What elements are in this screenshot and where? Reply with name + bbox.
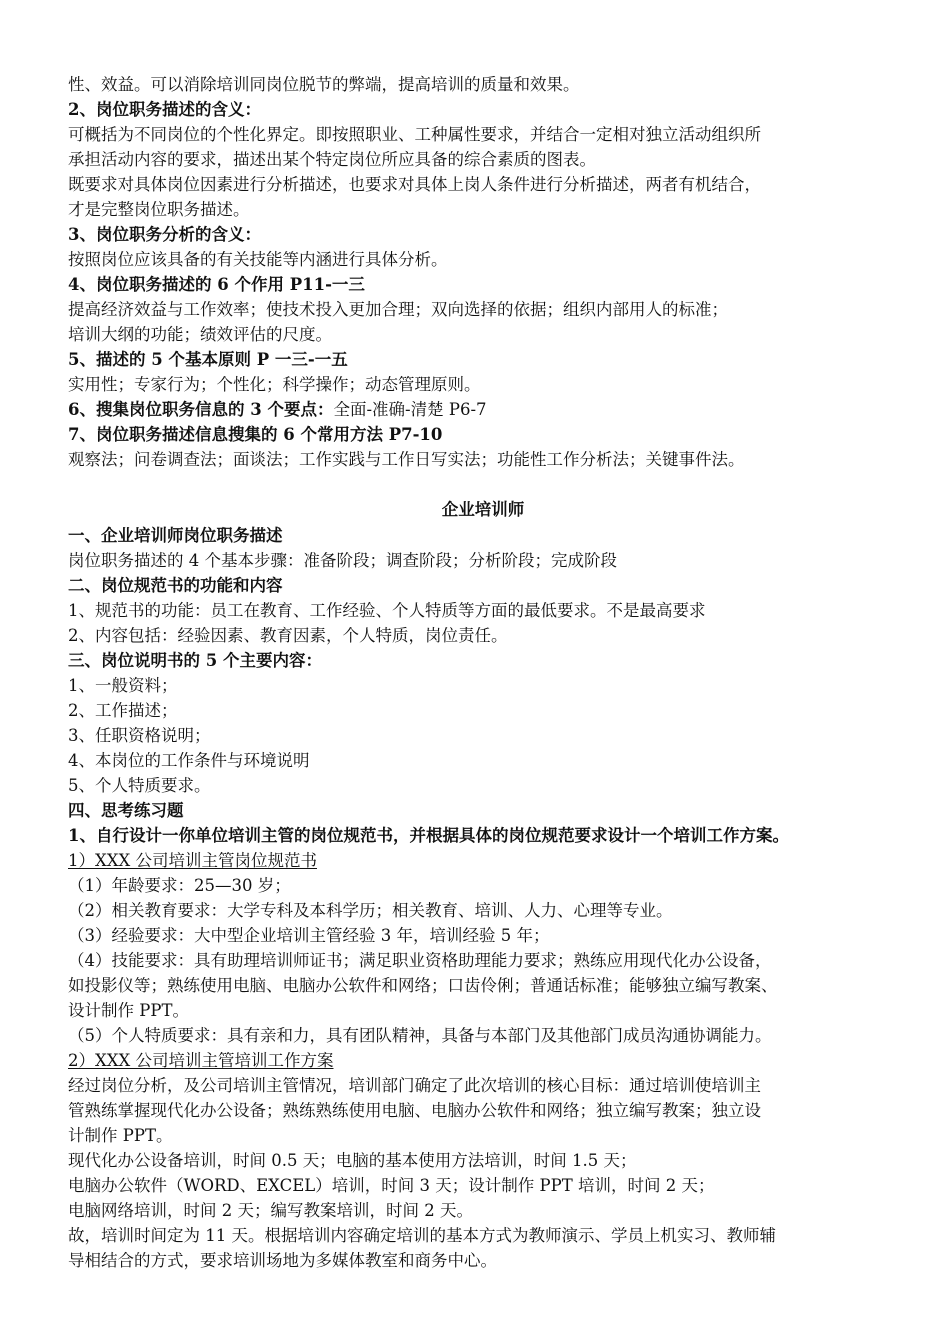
section-heading: 7、岗位职务描述信息搜集的 6 个常用方法 P7-10 (68, 425, 443, 444)
text-line: 性、效益。可以消除培训同岗位脱节的弊端，提高培训的质量和效果。 (68, 75, 580, 94)
list-item: 4、本岗位的工作条件与环境说明 (68, 751, 310, 770)
spacer (68, 472, 898, 496)
text-line: 观察法；问卷调查法；面谈法；工作实践与工作日写实法；功能性工作分析法；关键事件法。 (68, 450, 745, 469)
text-line: 计制作 PPT。 (68, 1126, 173, 1145)
list-item: 5、个人特质要求。 (68, 776, 211, 795)
section-heading: 5、描述的 5 个基本原则 P 一三-一五 (68, 350, 348, 369)
text-line: 2、内容包括：经验因素、教育因素，个人特质，岗位责任。 (68, 626, 508, 645)
text-line: 故，培训时间定为 11 天。根据培训内容确定培训的基本方式为教师演示、学员上机实习、教师辅 (68, 1226, 776, 1245)
text-line: 设计制作 PPT。 (68, 1001, 189, 1020)
text-line: 按照岗位应该具备的有关技能等内涵进行具体分析。 (68, 250, 448, 269)
text-line: 现代化办公设备培训，时间 0.5 天；电脑的基本使用方法培训，时间 1.5 天； (68, 1151, 637, 1170)
text-line: 导相结合的方式，要求培训场地为多媒体教室和商务中心。 (68, 1251, 497, 1270)
text-line: （3）经验要求：大中型企业培训主管经验 3 年，培训经验 5 年； (68, 926, 550, 945)
text-line: 承担活动内容的要求，描述出某个特定岗位所应具备的综合素质的图表。 (68, 150, 596, 169)
section-heading: 3、岗位职务分析的含义： (68, 225, 261, 244)
section-heading: 四、思考练习题 (68, 801, 184, 820)
text-line: 电脑办公软件（WORD、EXCEL）培训，时间 3 天；设计制作 PPT 培训，时间 2 天； (68, 1176, 715, 1195)
text-line: 管熟练掌握现代化办公设备；熟练熟练使用电脑、电脑办公软件和网络；独立编写教案；独立设 (68, 1101, 761, 1120)
section-heading: 4、岗位职务描述的 6 个作用 P11-一三 (68, 275, 365, 294)
section-heading: 2、岗位职务描述的含义： (68, 100, 261, 119)
section-heading: 一、企业培训师岗位职务描述 (68, 526, 283, 545)
text-line: （5）个人特质要求：具有亲和力，具有团队精神，具备与本部门及其他部门成员沟通协调能力。 (68, 1026, 772, 1045)
text-line: （2）相关教育要求：大学专科及本科学历；相关教育、培训、人力、心理等专业。 (68, 901, 673, 920)
heading-bold-part: 6、搜集岗位职务信息的 3 个要点： (68, 400, 334, 419)
document-page (68, 72, 898, 1273)
section-heading: 三、岗位说明书的 5 个主要内容： (68, 651, 322, 670)
question-heading: 1、自行设计一你单位培训主管的岗位规范书，并根据具体的岗位规范要求设计一个培训工作方案。 (68, 826, 789, 845)
subsection-title: 2）XXX 公司培训主管培训工作方案 (68, 1051, 334, 1070)
text-line: 既要求对具体岗位因素进行分析描述，也要求对具体上岗人条件进行分析描述，两者有机结合， (68, 175, 761, 194)
text-line: 实用性；专家行为；个性化；科学操作；动态管理原则。 (68, 375, 481, 394)
text-line: 电脑网络培训，时间 2 天；编写教案培训，时间 2 天。 (68, 1201, 473, 1220)
text-line: 如投影仪等；熟练使用电脑、电脑办公软件和网络；口齿伶俐；普通话标准；能够独立编写教案、 (68, 976, 778, 995)
document-title: 企业培训师 (441, 500, 525, 519)
text-line: （1）年龄要求：25—30 岁； (68, 876, 291, 895)
text-line: 培训大纲的功能；绩效评估的尺度。 (68, 325, 332, 344)
subsection-title: 1）XXX 公司培训主管岗位规范书 (68, 851, 317, 870)
list-item: 1、一般资料； (68, 676, 178, 695)
text-line: 经过岗位分析，及公司培训主管情况，培训部门确定了此次培训的核心目标：通过培训使培训主 (68, 1076, 761, 1095)
section-heading-mixed (68, 397, 898, 422)
text-line: 可概括为不同岗位的个性化界定。即按照职业、工种属性要求，并结合一定相对独立活动组织所 (68, 125, 761, 144)
text-line: （4）技能要求：具有助理培训师证书；满足职业资格助理能力要求；熟练应用现代化办公设备， (68, 951, 772, 970)
text-line: 提高经济效益与工作效率；使技术投入更加合理；双向选择的依据；组织内部用人的标准； (68, 300, 728, 319)
section-heading: 二、岗位规范书的功能和内容 (68, 576, 283, 595)
text-line: 1、规范书的功能：员工在教育、工作经验、个人特质等方面的最低要求。不是最高要求 (68, 601, 706, 620)
list-item: 2、工作描述； (68, 701, 178, 720)
text-line: 岗位职务描述的 4 个基本步骤：准备阶段；调查阶段；分析阶段；完成阶段 (68, 551, 617, 570)
text-line: 才是完整岗位职务描述。 (68, 200, 250, 219)
heading-plain-part: 全面-准确-清楚 P6-7 (333, 400, 487, 419)
list-item: 3、任职资格说明； (68, 726, 211, 745)
